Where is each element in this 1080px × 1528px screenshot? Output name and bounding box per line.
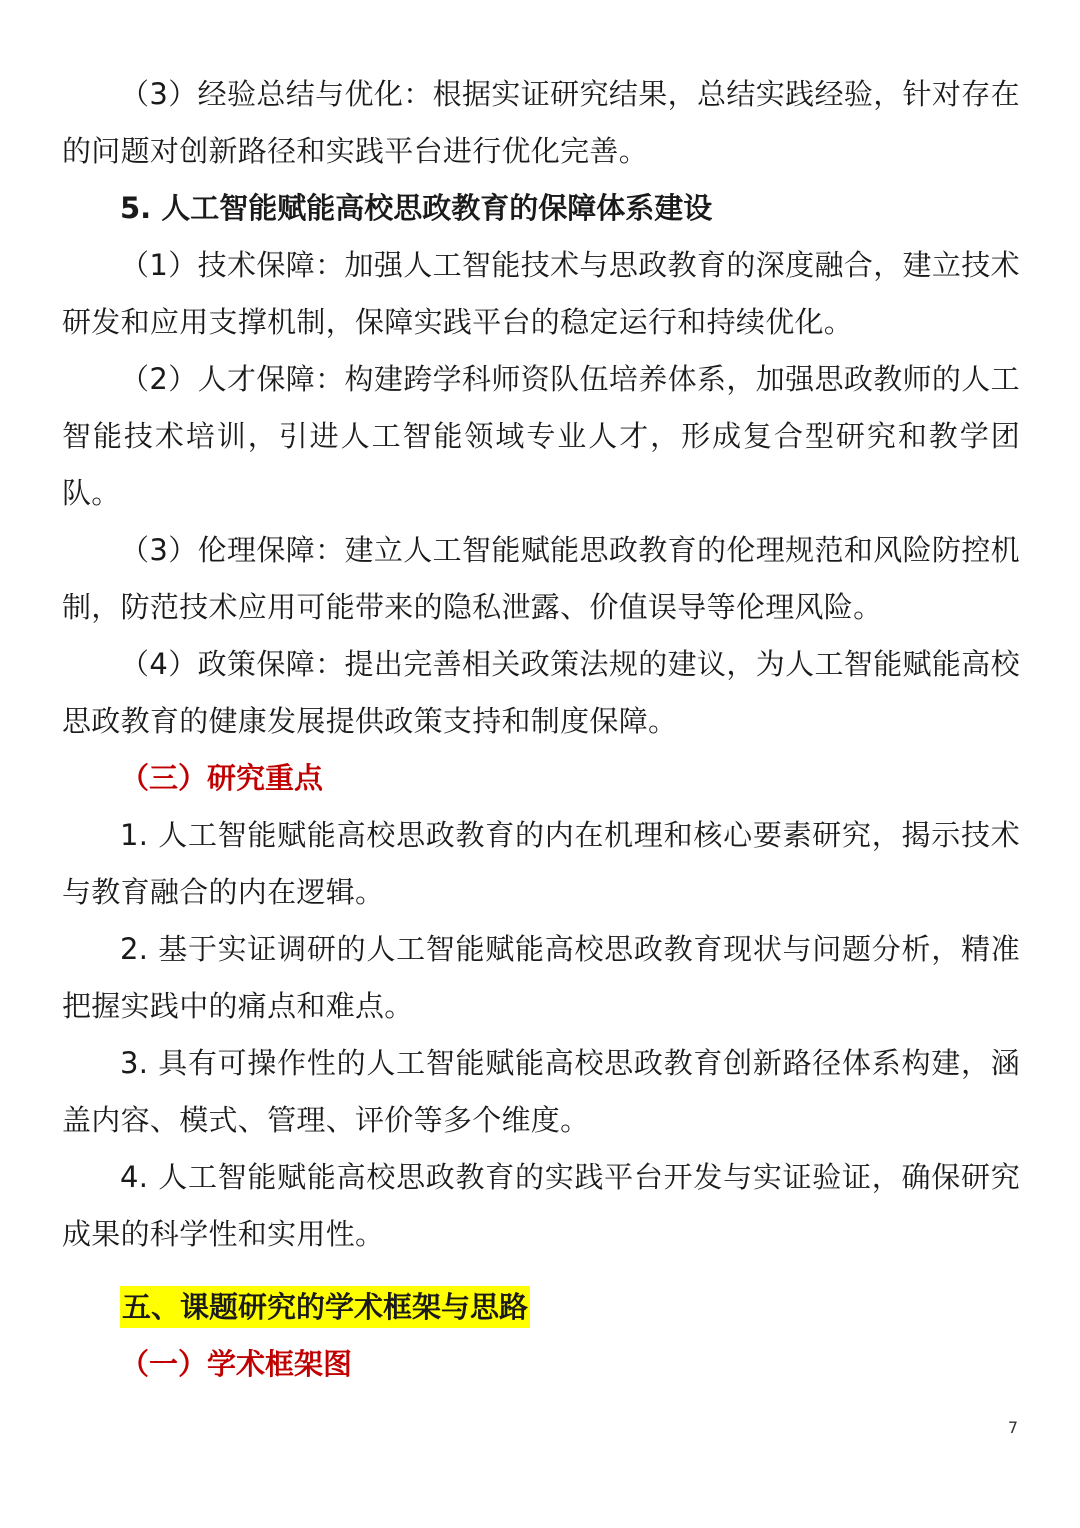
paragraph-policy-guarantee: （4）政策保障：提出完善相关政策法规的建议，为人工智能赋能高校思政教育的健康发展提供政策支持和制度保障。 — [62, 647, 1020, 738]
section-five-heading: 五、课题研究的学术框架与思路 — [120, 1286, 530, 1328]
document-page — [62, 66, 1020, 1393]
paragraph-experience-summary: （3）经验总结与优化：根据实证研究结果，总结实践经验，针对存在的问题对创新路径和实践平台进行优化完善。 — [62, 77, 1020, 168]
paragraph-talent-guarantee: （2）人才保障：构建跨学科师资队伍培养体系，加强思政教师的人工智能技术培训，引进人工智能领域专业人才，形成复合型研究和教学团队。 — [62, 362, 1020, 510]
research-focus-heading: （三）研究重点 — [120, 761, 324, 795]
research-focus-item-1: 1. 人工智能赋能高校思政教育的内在机理和核心要素研究，揭示技术与教育融合的内在逻辑。 — [62, 818, 1020, 909]
academic-framework-subheading: （一）学术框架图 — [120, 1347, 353, 1381]
paragraph-ethics-guarantee: （3）伦理保障：建立人工智能赋能思政教育的伦理规范和风险防控机制，防范技术应用可能带来的隐私泄露、价值误导等伦理风险。 — [62, 533, 1020, 624]
section-5-heading: 5. 人工智能赋能高校思政教育的保障体系建设 — [120, 191, 713, 225]
paragraph-tech-guarantee: （1）技术保障：加强人工智能技术与思政教育的深度融合，建立技术研发和应用支撑机制，保障实践平台的稳定运行和持续优化。 — [62, 248, 1020, 339]
page-number: 7 — [1007, 1418, 1018, 1437]
section-five-heading-line — [62, 1279, 1020, 1336]
research-focus-item-2: 2. 基于实证调研的人工智能赋能高校思政教育现状与问题分析，精准把握实践中的痛点和难点。 — [62, 932, 1020, 1023]
research-focus-item-4: 4. 人工智能赋能高校思政教育的实践平台开发与实证验证，确保研究成果的科学性和实用性。 — [62, 1160, 1020, 1251]
research-focus-item-3: 3. 具有可操作性的人工智能赋能高校思政教育创新路径体系构建，涵盖内容、模式、管理、评价等多个维度。 — [62, 1046, 1020, 1137]
